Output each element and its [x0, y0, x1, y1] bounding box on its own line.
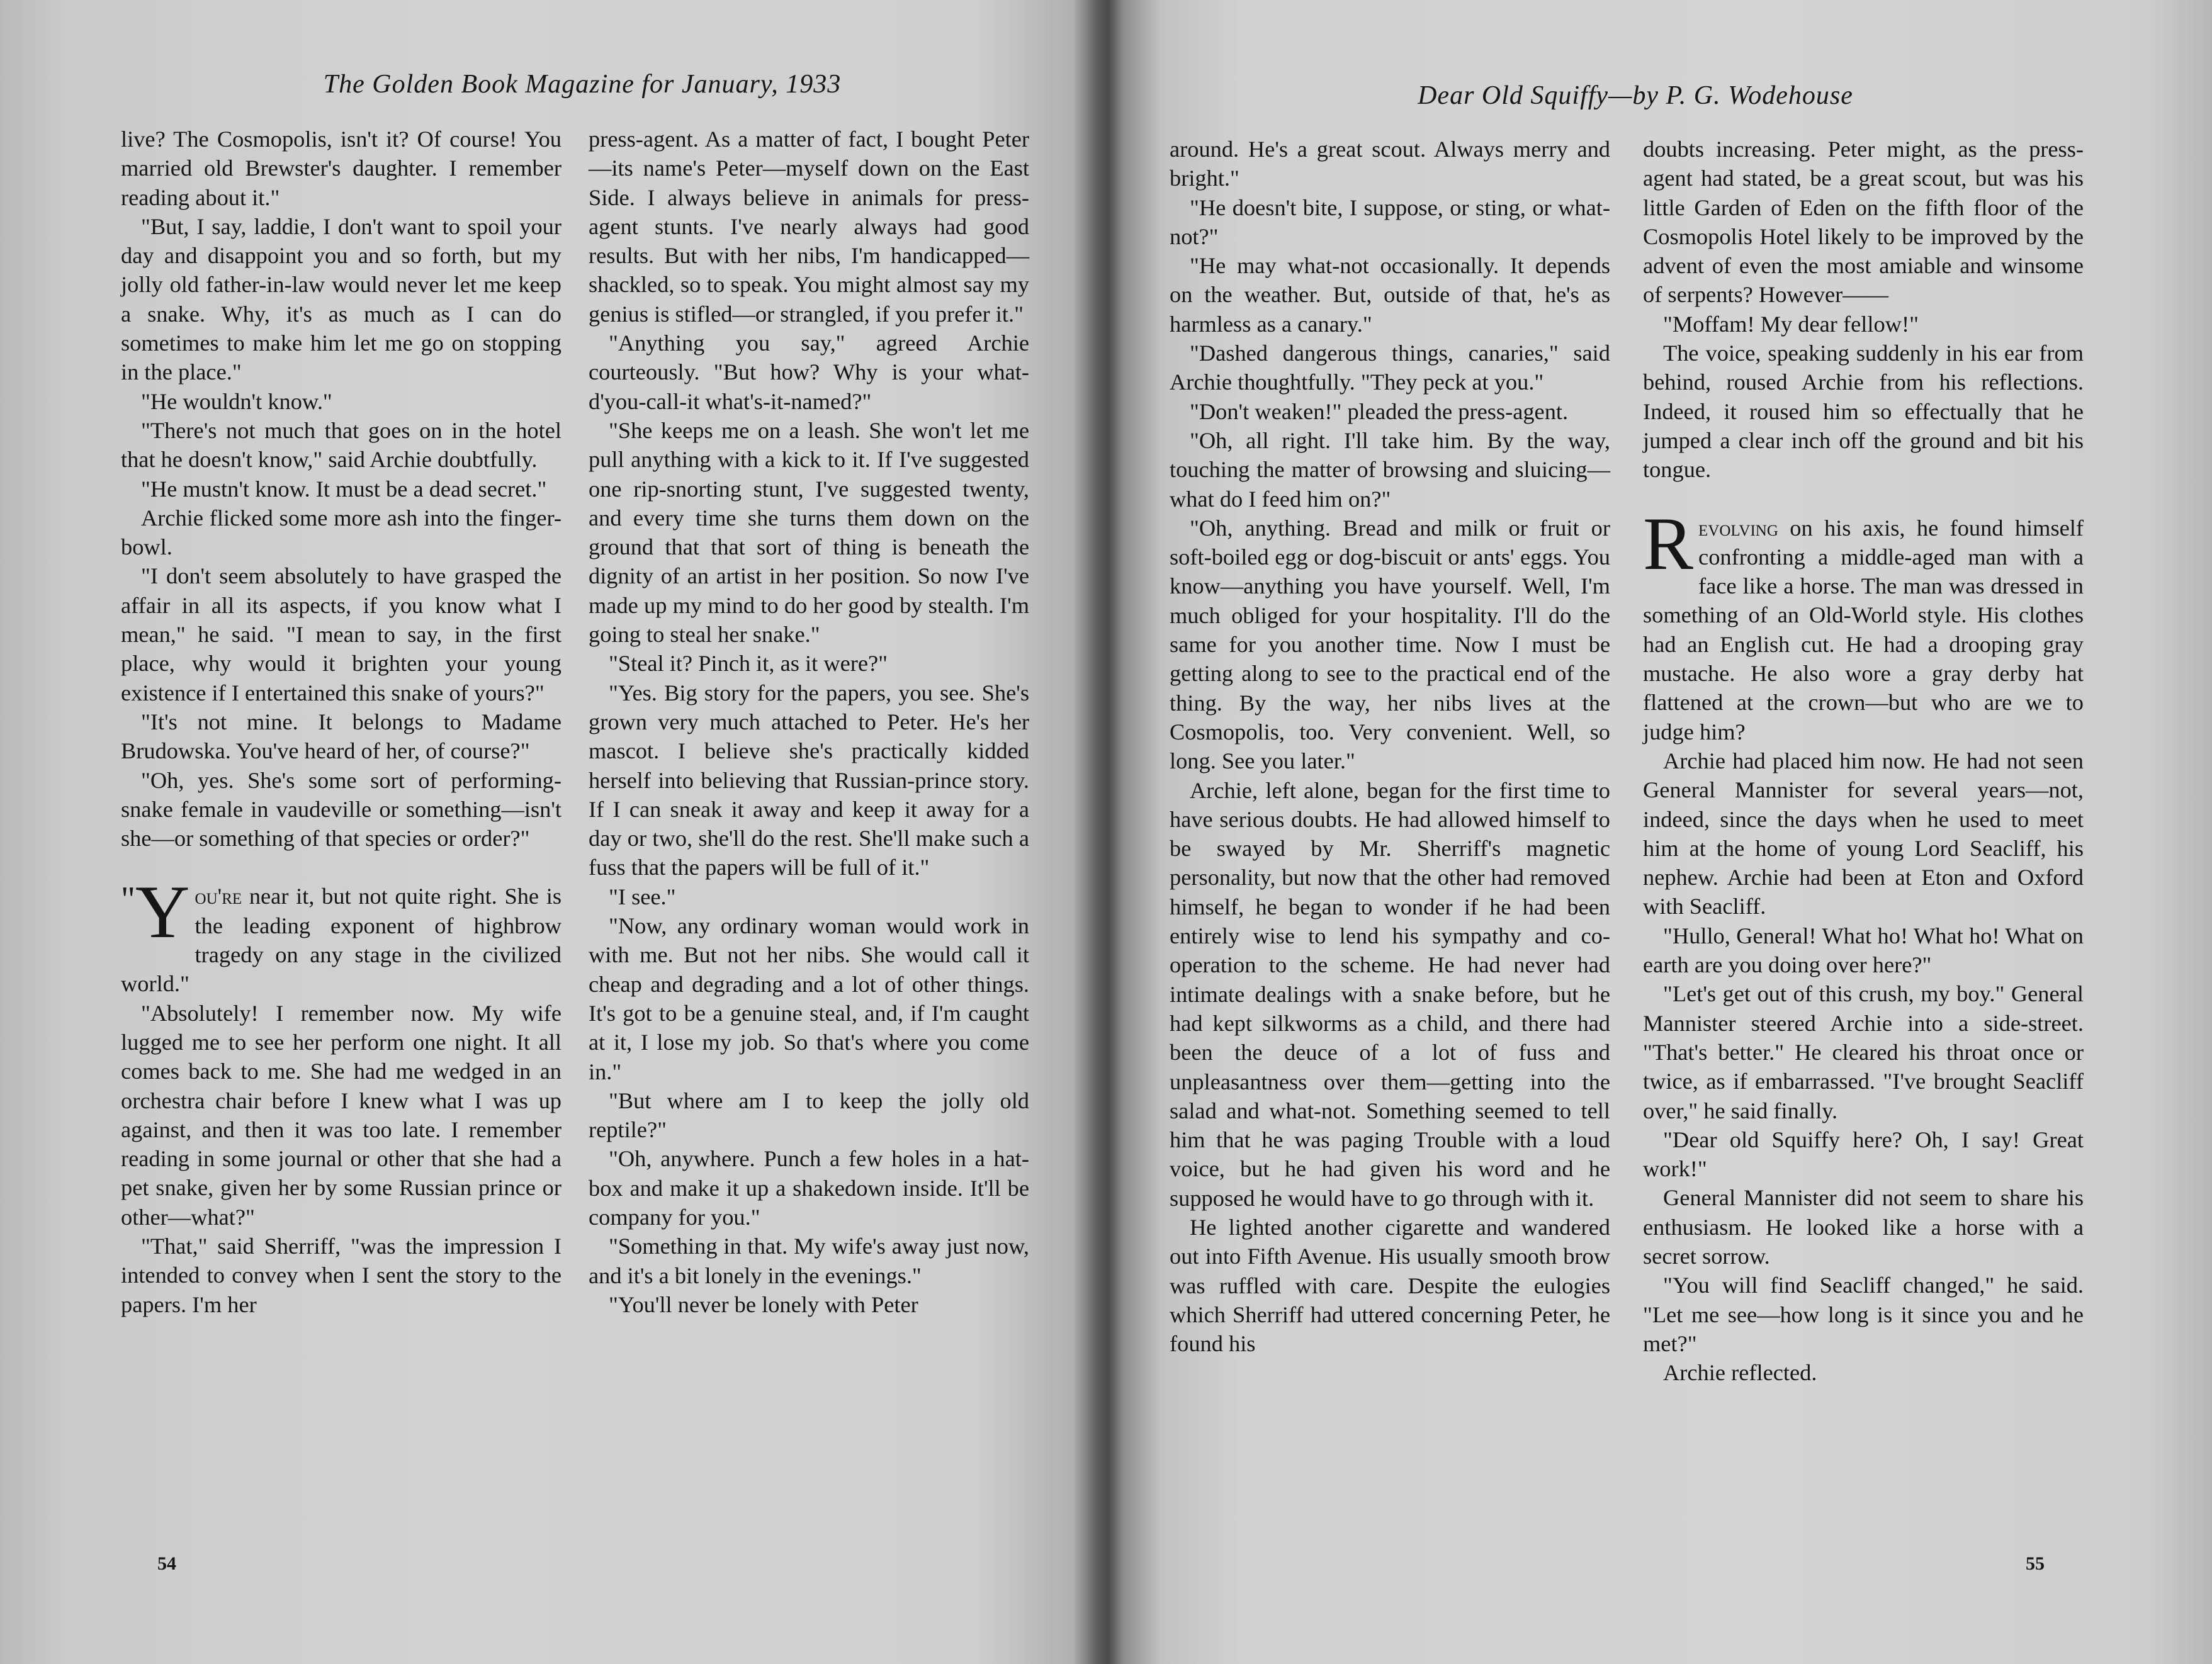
paragraph: "You will find Seacliff changed," he said. "Let me see—how long is it since you and he met?"	[1643, 1273, 2084, 1356]
paragraph: Archie, left alone, began for the first time to have serious doubts. He had allowed himself to be swayed by Mr. Sherriff's magnetic personality, but now that the other had removed himself, he began to wonder if he had been entirely wise to lend his sympathy and co-operation to the scheme. He had never had intimate dealings with a snake before, but he had kept silkworms as a child, and there had been the deuce of a lot of fuss and unpleasantness over them—getting into the salad and what-not. Something seemed to tell him that he was paging Trouble with a loud voice, but he had given his word and he supposed he would have to go through with it.	[1170, 777, 1610, 1211]
paragraph: live? The Cosmopolis, isn't it? Of course! You married old Brewster's daughter. I remember reading about it."	[121, 126, 561, 210]
paragraph: General Mannister did not seem to share his enthusiasm. He looked like a horse with a secret sorrow.	[1643, 1185, 2084, 1269]
paragraph: "You'll never be lonely with Peter	[609, 1291, 918, 1317]
right-page	[1170, 0, 2101, 1664]
paragraph: Archie flicked some more ash into the finger-bowl.	[121, 505, 561, 560]
paragraph: Archie reflected.	[1663, 1360, 1817, 1386]
page-number: 54	[157, 1553, 176, 1574]
left-page	[113, 0, 1051, 1664]
section-opening-paragraph	[121, 870, 561, 998]
paragraph: "Something in that. My wife's away just now, and it's a bit lonely in the evenings."	[589, 1234, 1029, 1288]
left-column-1	[121, 125, 561, 1319]
paragraph: "He may what-not occasionally. It depends on the weather. But, outside of that, he's as harmless as a canary."	[1170, 253, 1610, 337]
paragraph: "Oh, anywhere. Punch a few holes in a hat-box and make it up a shakedown inside. It'll be company for you."	[589, 1146, 1029, 1230]
paragraph: "I don't seem absolutely to have grasped the affair in all its aspects, if you know what I mean," he said. "I mean to say, in the first place, why would it brighten your young existence if I entertained this snake of yours?"	[121, 563, 561, 706]
paragraph: "She keeps me on a leash. She won't let me pull anything with a kick to it. If I've suggested one rip-snorting stunt, I've suggested twenty, and every time she turns them down on the ground that that sort of thing is beneath the dignity of an artist in her position. So now I've made up my mind to do her good by stealth. I'm going to steal her snake."	[589, 417, 1029, 648]
paragraph-text: on his axis, he found himself confronting a middle-aged man with a face like a horse. The man was dressed in something of an Old-World style. His clothes had an English cut. He had a drooping gray mustache. He also wore a gray derby hat flattened at the crown—but who are we to judge him?	[1643, 515, 2084, 745]
paragraph: "He mustn't know. It must be a dead secret."	[141, 476, 547, 502]
paragraph: "He doesn't bite, I suppose, or sting, or what-not?"	[1170, 194, 1610, 249]
paragraph: around. He's a great scout. Always merry and bright."	[1170, 137, 1610, 191]
paragraph: doubts increasing. Peter might, as the press-agent had stated, be a great scout, but was his little Garden of Eden on the fifth floor of the Cosmopolis Hotel likely to be improved by the advent of even the most amiable and winsome of serpents? However——	[1643, 137, 2084, 308]
section-opening-paragraph	[1643, 501, 2084, 746]
small-caps-lead: ou're	[195, 884, 242, 909]
paragraph: The voice, speaking suddenly in his ear from behind, roused Archie from his reflections. Indeed, it roused him so effectually that he jumped a clear inch off the ground and bit his tongue.	[1643, 340, 2084, 483]
paragraph: "Don't weaken!" pleaded the press-agent.	[1190, 398, 1569, 424]
paragraph: "Yes. Big story for the papers, you see. She's grown very much attached to Peter. He's her mascot. I believe she's practically kidded herself into believing that Russian-prince story. If I can sneak it away and keep it away for a day or two, she'll do the rest. She'll make such a fuss that the papers will be full of it."	[589, 680, 1029, 880]
paragraph: "Oh, anything. Bread and milk or fruit or soft-boiled egg or dog-biscuit or ants' eggs. You know—anything you have yourself. Well, I'm much obliged for your hospitality. I'll do the same for you another time. Now I must be getting along to see to the practical end of the thing. By the way, her nibs lives at the Cosmopolis, too. Very convenient. Well, so long. See you later."	[1170, 515, 1610, 774]
paragraph: "Moffam! My dear fellow!"	[1663, 311, 1919, 337]
paragraph: "Hullo, General! What ho! What ho! What on earth are you doing over here?"	[1643, 923, 2084, 978]
drop-quote: "	[121, 880, 135, 919]
paragraph: "That," said Sherriff, "was the impression I intended to convey when I sent the story to the papers. I'm her	[121, 1233, 561, 1317]
running-head: Dear Old Squiffy—by P. G. Wodehouse	[1418, 81, 1853, 110]
left-column-2	[589, 125, 1029, 1319]
paragraph: He lighted another cigarette and wandered out into Fifth Avenue. His usually smooth brow was ruffled with care. Despite the eulogies which Sherriff had uttered concerning Peter, he found his	[1170, 1214, 1610, 1357]
page-number: 55	[2026, 1553, 2045, 1574]
paragraph-text: near it, but not quite right. She is the leading exponent of highbrow tragedy on any stage in the civilized world."	[121, 884, 561, 997]
drop-cap: R	[1643, 501, 1694, 585]
paragraph: press-agent. As a matter of fact, I bought Peter—its name's Peter—myself down on the East Side. I always believe in animals for press-agent stunts. I've nearly always had good results. But with her nibs, I'm handicapped—shackled, so to speak. You might almost say my genius is stifled—or strangled, if you prefer it."	[589, 126, 1029, 327]
paragraph: "It's not mine. It belongs to Madame Brudowska. You've heard of her, of course?"	[121, 709, 561, 764]
right-column-1	[1170, 135, 1610, 1358]
paragraph: "Now, any ordinary woman would work in with me. But not her nibs. She would call it cheap and degrading and a lot of other things. It's got to be a genuine steal, and, if I'm caught at it, I lose my job. So that's where you come in."	[589, 913, 1029, 1084]
paragraph: "Dear old Squiffy here? Oh, I say! Great work!"	[1643, 1127, 2084, 1182]
paragraph: "Oh, all right. I'll take him. By the way, touching the matter of browsing and sluicing—what do I feed him on?"	[1170, 427, 1610, 512]
small-caps-lead: evolving	[1698, 515, 1778, 541]
paragraph: Archie had placed him now. He had not seen General Mannister for several years—not, indeed, since the days when he used to meet him at the home of young Lord Seacliff, his nephew. Archie had been at Eton and Oxford with Seacliff.	[1643, 748, 2084, 919]
right-column-2	[1643, 135, 2084, 1387]
paragraph: "He wouldn't know."	[141, 388, 332, 414]
paragraph: "There's not much that goes on in the hotel that he doesn't know," said Archie doubtfully.	[121, 417, 561, 473]
paragraph: "Dashed dangerous things, canaries," said Archie thoughtfully. "They peck at you."	[1170, 340, 1610, 395]
paragraph: "Oh, yes. She's some sort of performing-snake female in vaudeville or something—isn't she—or something of that species or order?"	[121, 767, 561, 852]
paragraph: "I see."	[609, 884, 676, 909]
running-head: The Golden Book Magazine for January, 1933	[323, 70, 842, 99]
paragraph: "Absolutely! I remember now. My wife lugged me to see her perform one night. It all comes back to me. She had me wedged in an orchestra chair before I knew what I was up against, and then it was too late. I remember reading in some journal or other that she had a pet snake, given her by some Russian prince or other—what?"	[121, 1000, 561, 1230]
paragraph: "Steal it? Pinch it, as it were?"	[609, 651, 888, 677]
paragraph: "But where am I to keep the jolly old reptile?"	[589, 1088, 1029, 1143]
paragraph: "Anything you say," agreed Archie courteously. "But how? Why is your what-d'you-call-it what's-it-named?"	[589, 330, 1029, 414]
paragraph: "Let's get out of this crush, my boy." General Mannister steered Archie into a side-street. "That's better." He cleared his throat once or twice, as if embarrassed. "I've brought Seacliff over," he said finally.	[1643, 981, 2084, 1123]
paragraph: "But, I say, laddie, I don't want to spoil your day and disappoint you and so forth, but my jolly old father-in-law would never let me keep a snake. Why, it's as much as I can do sometimes to make him let me go on stopping in the place."	[121, 213, 561, 385]
drop-cap: Y	[135, 870, 190, 954]
